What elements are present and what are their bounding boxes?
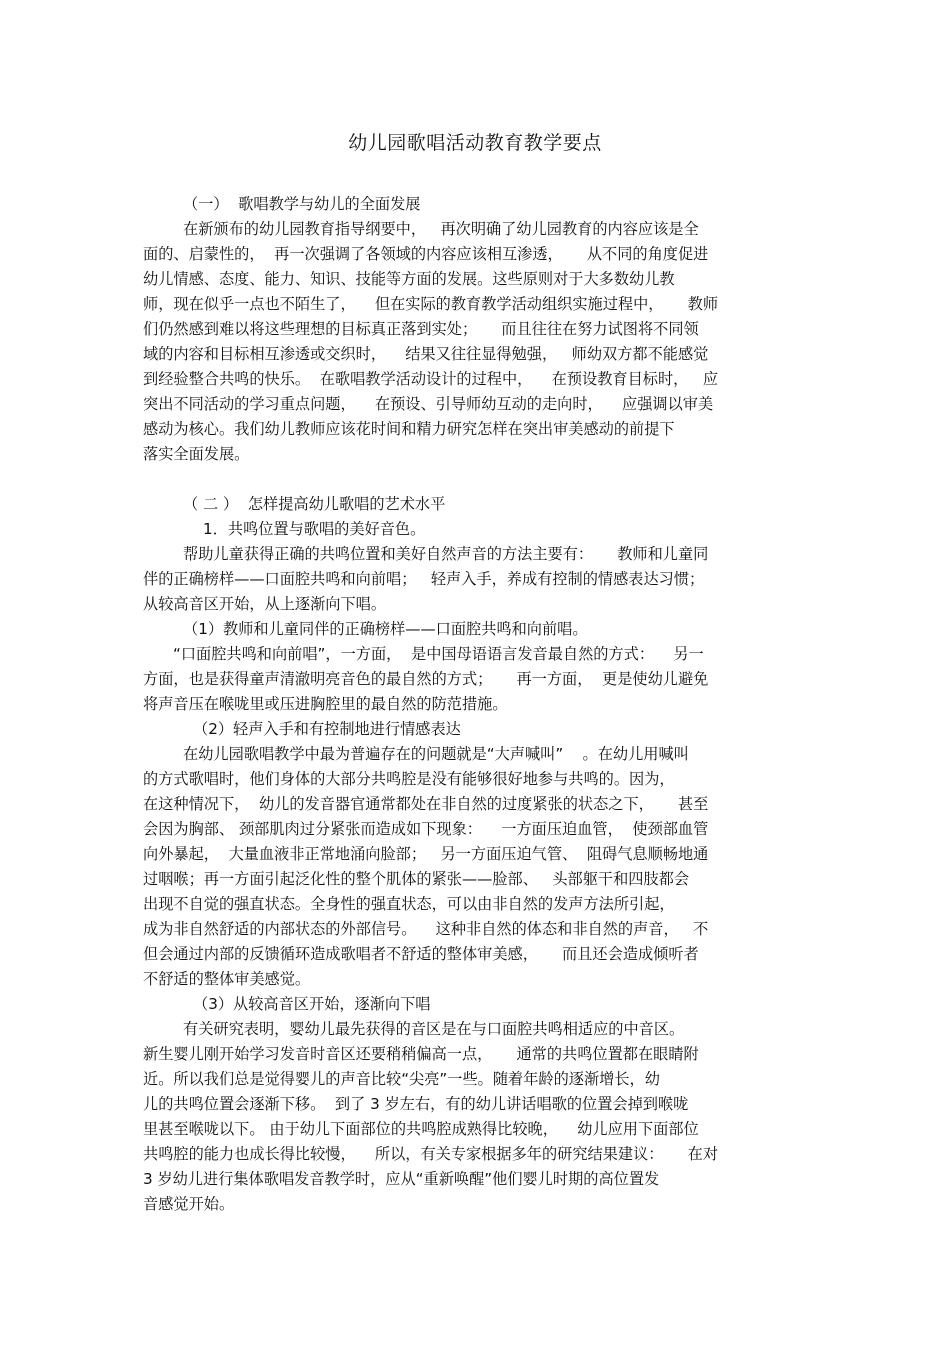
text-line: 师，现在似乎一点也不陌生了， 但在实际的教育教学活动组织实施过程中， 教师 bbox=[143, 295, 719, 313]
text-line: 感动为核心。我们幼儿教师应该花时间和精力研究怎样在突出审美感动的前提下 bbox=[143, 420, 675, 438]
text-line: （1）教师和儿童同伴的正确榜样——口面腔共鸣和向前唱。 bbox=[183, 620, 588, 638]
text-line: 幼儿情感、态度、能力、知识、技能等方面的发展。这些原则对于大多数幼儿教 bbox=[143, 270, 675, 288]
text-line: 在幼儿园歌唱教学中最为普遍存在的问题就是“大声喊叫” 。在幼儿用喊叫 bbox=[183, 745, 689, 763]
text-line: 有关研究表明，婴幼儿最先获得的音区是在与口面腔共鸣相适应的中音区。 bbox=[183, 1020, 685, 1038]
text-line: 过咽喉；再一方面引起泛化性的整个肌体的紧张——脸部、 头部躯干和四肢都会 bbox=[143, 870, 690, 888]
text-line: 但会通过内部的反馈循环造成歌唱者不舒适的整体审美感， 而且还会造成倾听者 bbox=[143, 945, 699, 963]
text-line: 新生婴儿刚开始学习发音时音区还要稍稍偏高一点， 通常的共鸣位置都在眼睛附 bbox=[143, 1045, 699, 1063]
text-line: 儿的共鸣位置会逐渐下移。 到了 3 岁左右，有的幼儿讲话唱歌的位置会掉到喉咙 bbox=[143, 1095, 689, 1113]
text-line: 从较高音区开始，从上逐渐向下唱。 bbox=[143, 595, 386, 613]
document-title: 幼儿园歌唱活动教育教学要点 bbox=[348, 132, 602, 154]
text-line: 会因为胸部、 颈部肌肉过分紧张而造成如下现象： 一方面压迫血管， 使颈部血管 bbox=[143, 820, 709, 838]
text-line: 成为非自然舒适的内部状态的外部信号。 这种非自然的体态和非自然的声音， 不 bbox=[143, 920, 709, 938]
paragraph-gap bbox=[143, 467, 813, 492]
text-line: 的方式歌唱时，他们身体的大部分共鸣腔是没有能够很好地参与共鸣的。因为， bbox=[143, 770, 675, 788]
text-line: 出现不自觉的强直状态。全身性的强直状态，可以由非自然的发声方法所引起， bbox=[143, 895, 675, 913]
text-line: 将声音压在喉咙里或压进胸腔里的最自然的防范措施。 bbox=[143, 695, 508, 713]
text-line: 3 岁幼儿进行集体歌唱发音教学时，应从“重新唤醒”他们婴儿时期的高位置发 bbox=[143, 1170, 660, 1188]
text-line: 伴的正确榜样——口面腔共鸣和向前唱； 轻声入手，养成有控制的情感表达习惯； bbox=[143, 570, 705, 588]
text-line: （ 二 ） 怎样提高幼儿歌唱的艺术水平 bbox=[183, 495, 446, 513]
text-line: 里甚至喉咙以下。 由于幼儿下面部位的共鸣腔成熟得比较晚， 幼儿应用下面部位 bbox=[143, 1120, 699, 1138]
text-line: 帮助儿童获得正确的共鸣位置和美好自然声音的方法主要有： 教师和儿童同 bbox=[183, 545, 709, 563]
text-line: 共鸣腔的能力也成长得比较慢， 所以，有关专家根据多年的研究结果建议： 在对 bbox=[143, 1145, 719, 1163]
text-line: 近。所以我们总是觉得婴儿的声音比较“尖亮”一些。随着年龄的逐渐增长，幼 bbox=[143, 1070, 660, 1088]
text-line: （2）轻声入手和有控制地进行情感表达 bbox=[193, 720, 461, 738]
text-line: 突出不同活动的学习重点问题， 在预设、引导师幼互动的走向时， 应强调以审美 bbox=[143, 395, 714, 413]
text-line: 们仍然感到难以将这些理想的目标真正落到实处； 而且往往在努力试图将不同领 bbox=[143, 320, 699, 338]
text-line: “口面腔共鸣和向前唱”，一方面， 是中国母语语言发音最自然的方式： 另一 bbox=[173, 645, 704, 663]
text-line: 在新颁布的幼儿园教育指导纲要中， 再次明确了幼儿园教育的内容应该是全 bbox=[183, 220, 699, 238]
document-body bbox=[143, 192, 813, 1217]
text-line: 域的内容和目标相互渗透或交织时， 结果又往往显得勉强， 师幼双方都不能感觉 bbox=[143, 345, 709, 363]
text-line: （一） 歌唱教学与幼儿的全面发展 bbox=[183, 195, 421, 213]
text-line: 不舒适的整体审美感觉。 bbox=[143, 970, 311, 988]
text-line: 到经验整合共鸣的快乐。 在歌唱教学活动设计的过程中， 在预设教育目标时， 应 bbox=[143, 370, 719, 388]
text-line: 面的、启蒙性的， 再一次强调了各领域的内容应该相互渗透， 从不同的角度促进 bbox=[143, 245, 709, 263]
text-line: 落实全面发展。 bbox=[143, 445, 250, 463]
text-line: 1．共鸣位置与歌唱的美好音色。 bbox=[203, 520, 426, 538]
text-line: 音感觉开始。 bbox=[143, 1195, 235, 1213]
text-line: 向外暴起， 大量血液非正常地涌向脸部； 另一方面压迫气管、 阻碍气息顺畅地通 bbox=[143, 845, 709, 863]
text-line: （3）从较高音区开始，逐渐向下唱 bbox=[193, 995, 431, 1013]
text-line: 在这种情况下， 幼儿的发音器官通常都处在非自然的过度紧张的状态之下， 甚至 bbox=[143, 795, 709, 813]
text-line: 方面，也是获得童声清澈明亮音色的最自然的方式； 再一方面， 更是使幼儿避免 bbox=[143, 670, 709, 688]
